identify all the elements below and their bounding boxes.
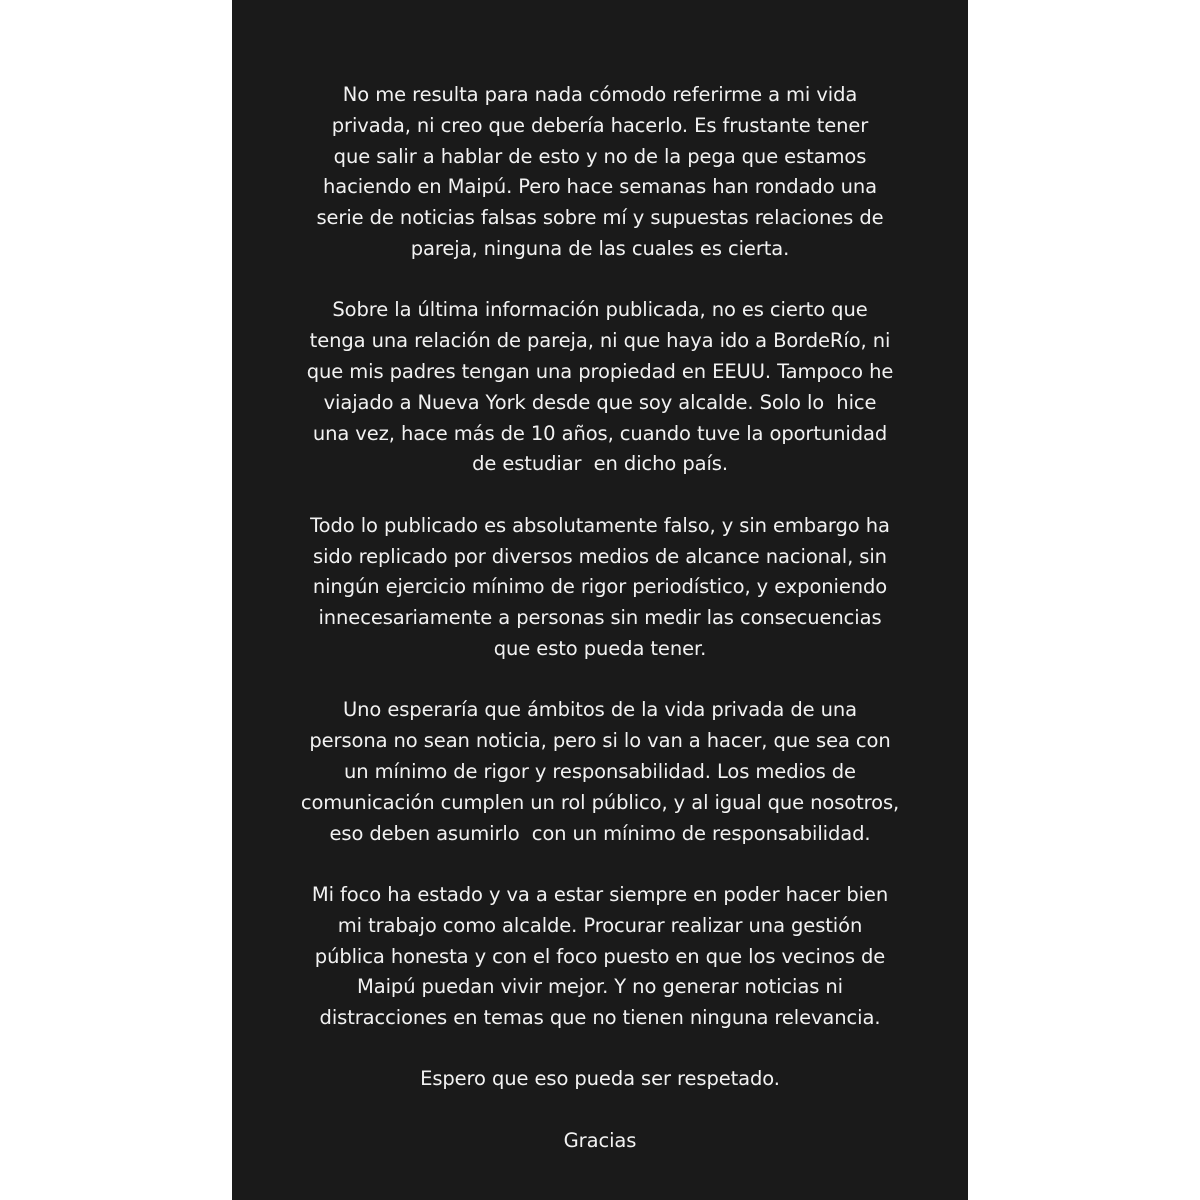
paragraph-2 xyxy=(232,295,968,480)
sign-off xyxy=(232,1126,968,1157)
text-line: No me resulta para nada cómodo referirme a mi vida xyxy=(342,83,858,106)
text-line: ningún ejercicio mínimo de rigor periodístico, y exponiendo xyxy=(312,575,888,599)
text-line: Maipú puedan vivir mejor. Y no generar noticias ni xyxy=(357,975,843,999)
paragraph-5 xyxy=(232,880,968,1034)
text-line: innecesariamente a personas sin medir las consecuencias xyxy=(318,606,882,630)
text-line: tenga una relación de pareja, ni que haya ido a BordeRío, ni xyxy=(309,329,891,353)
text-line: viajado a Nueva York desde que soy alcalde. Solo lo hice xyxy=(323,390,877,414)
text-line: Gracias xyxy=(563,1128,637,1152)
text-line: Todo lo publicado es absolutamente falso, y sin embargo ha xyxy=(310,513,890,537)
paragraph-4 xyxy=(232,695,968,849)
text-line: Mi foco ha estado y va a estar siempre en poder hacer bien xyxy=(311,882,889,906)
text-line: haciendo en Maipú. Pero hace semanas han rondado una xyxy=(322,175,877,199)
text-line: mi trabajo como alcalde. Procurar realizar una gestión xyxy=(337,913,863,937)
text-line: distracciones en temas que no tienen ninguna relevancia. xyxy=(319,1006,881,1030)
text-line: sido replicado por diversos medios de alcance nacional, sin xyxy=(313,544,887,568)
text-line: privada, ni creo que debería hacerlo. Es frustante tener xyxy=(331,113,869,137)
text-line: que mis padres tengan una propiedad en EEUU. Tampoco he xyxy=(306,359,894,383)
text-line: comunicación cumplen un rol público, y al igual que nosotros, xyxy=(300,790,900,814)
text-line: que esto pueda tener. xyxy=(493,636,707,660)
text-line: Espero que eso pueda ser respetado. xyxy=(420,1067,780,1091)
statement-text xyxy=(232,80,968,1187)
text-line: pareja, ninguna de las cuales es cierta. xyxy=(410,236,790,260)
text-line: eso deben asumirlo con un mínimo de responsabilidad. xyxy=(329,821,871,845)
text-line: Sobre la última información publicada, no es cierto que xyxy=(332,298,868,322)
text-line: un mínimo de rigor y responsabilidad. Los medios de xyxy=(344,759,856,783)
text-line: persona no sean noticia, pero si lo van a hacer, que sea con xyxy=(309,729,891,753)
text-line: una vez, hace más de 10 años, cuando tuve la oportunidad xyxy=(312,421,888,445)
story-frame xyxy=(232,0,968,1200)
text-line: serie de noticias falsas sobre mí y supuestas relaciones de xyxy=(316,206,884,230)
text-line: que salir a hablar de esto y no de la pega que estamos xyxy=(333,144,867,168)
closing-request xyxy=(232,1064,968,1095)
text-line: de estudiar en dicho país. xyxy=(472,452,728,476)
text-line: pública honesta y con el foco puesto en que los vecinos de xyxy=(314,944,886,968)
text-line: Uno esperaría que ámbitos de la vida privada de una xyxy=(342,698,858,722)
paragraph-1 xyxy=(232,80,968,265)
paragraph-3 xyxy=(232,511,968,665)
